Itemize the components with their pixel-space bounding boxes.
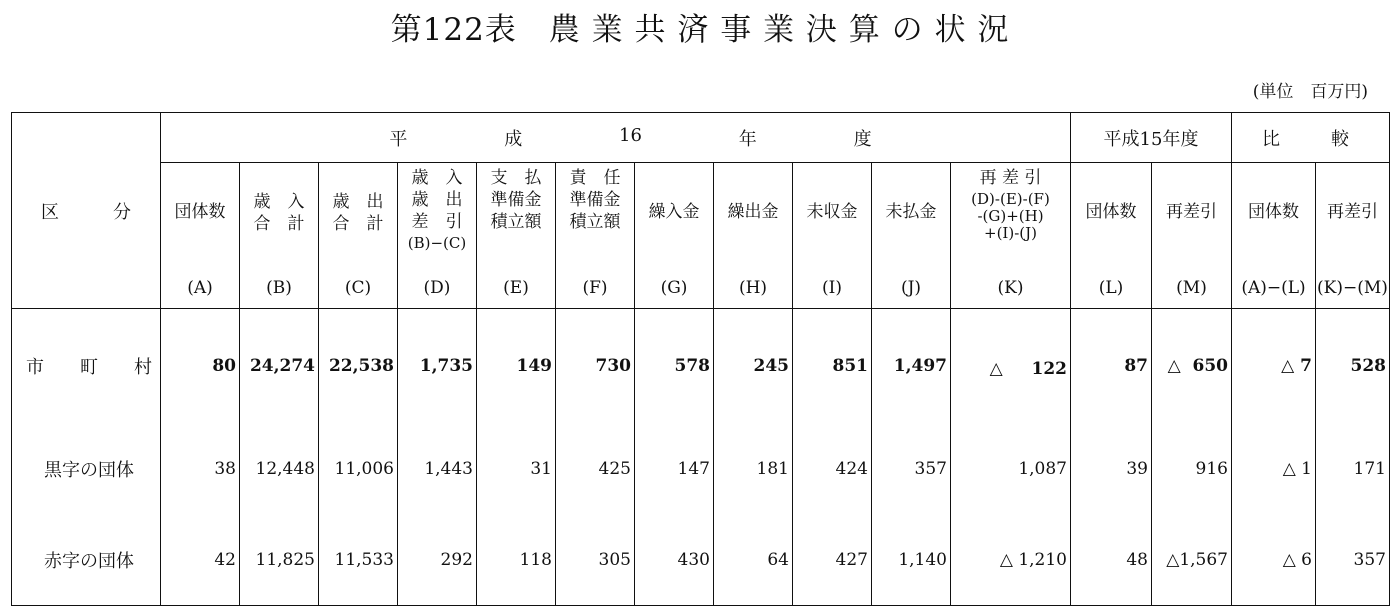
- table-cell: 1,087: [951, 423, 1071, 514]
- table-row: [12, 423, 1390, 514]
- table-cell: 292: [398, 514, 477, 606]
- table-cell: 149: [477, 309, 556, 424]
- table-cell: 1,140: [872, 514, 951, 606]
- table-cell: 730: [556, 309, 635, 424]
- table-cell: 147: [635, 423, 714, 514]
- table-cell: 24,274: [240, 309, 319, 424]
- table-cell: 245: [714, 309, 793, 424]
- row-label: 市 町 村: [12, 309, 161, 424]
- column-header: 団体数 (A): [161, 163, 240, 309]
- header-current-year-part: 16: [619, 124, 642, 146]
- table-cell: 118: [477, 514, 556, 606]
- table-cell: 39: [1071, 423, 1152, 514]
- header-compare: [1232, 113, 1390, 163]
- column-header: 責 任 準備金 積立額 (F): [556, 163, 635, 309]
- table-cell: 171: [1316, 423, 1390, 514]
- table-cell: 64: [714, 514, 793, 606]
- page-title: 第122表 農 業 共 済 事 業 決 算 の 状 況: [390, 12, 1010, 48]
- table-cell: 11,825: [240, 514, 319, 606]
- table-cell: 430: [635, 514, 714, 606]
- header-current-year: [161, 113, 1071, 163]
- table-cell: 12,448: [240, 423, 319, 514]
- table-cell: 80: [161, 309, 240, 424]
- table-cell: 87: [1071, 309, 1152, 424]
- header-kubun: 区 分: [12, 113, 161, 309]
- table-cell: 11,533: [319, 514, 398, 606]
- table-cell: 31: [477, 423, 556, 514]
- table-cell: 22,538: [319, 309, 398, 424]
- table-cell: 305: [556, 514, 635, 606]
- column-header: 未収金 (I): [793, 163, 872, 309]
- header-current-year-part: 年: [738, 128, 757, 150]
- column-header: 未払金 (J): [872, 163, 951, 309]
- column-header: 歳 入 歳 出 差 引 (B)−(C) (D): [398, 163, 477, 309]
- table-cell: 357: [1316, 514, 1390, 606]
- table-cell: △1,567: [1152, 514, 1232, 606]
- header-current-year-part: 成: [504, 128, 523, 150]
- table-cell: 528: [1316, 309, 1390, 424]
- table-cell: 578: [635, 309, 714, 424]
- column-header: 団体数 (A)−(L): [1232, 163, 1316, 309]
- column-header: 団体数 (L): [1071, 163, 1152, 309]
- table-cell: 42: [161, 514, 240, 606]
- table-cell: 1,735: [398, 309, 477, 424]
- table-cell: △ 1,210: [951, 514, 1071, 606]
- table-cell: △ 1: [1232, 423, 1316, 514]
- column-header: 再差引 (K)−(M): [1316, 163, 1390, 309]
- table-cell: 1,497: [872, 309, 951, 424]
- table-cell: 1,443: [398, 423, 477, 514]
- table-cell: 357: [872, 423, 951, 514]
- header-current-year-part: 度: [853, 128, 872, 150]
- column-header: 支 払 準備金 積立額 (E): [477, 163, 556, 309]
- table-cell: △ 122: [951, 309, 1071, 424]
- table-cell: 425: [556, 423, 635, 514]
- table-cell: △ 7: [1232, 309, 1316, 424]
- column-header: 歳 入 合 計 (B): [240, 163, 319, 309]
- column-header: 繰入金 (G): [635, 163, 714, 309]
- column-header: 歳 出 合 計 (C): [319, 163, 398, 309]
- table-cell: 851: [793, 309, 872, 424]
- table-row: [12, 514, 1390, 606]
- table-cell: 916: [1152, 423, 1232, 514]
- table-row: [12, 309, 1390, 424]
- unit-label: (単位 百万円): [1252, 82, 1368, 102]
- header-prev-year: 平成15年度: [1071, 113, 1232, 163]
- table-cell: 48: [1071, 514, 1152, 606]
- table-cell: 424: [793, 423, 872, 514]
- table-cell: 181: [714, 423, 793, 514]
- column-header: 再 差 引 (D)-(E)-(F) -(G)+(H) +(I)-(J) (K): [951, 163, 1071, 309]
- row-label: 赤字の団体: [12, 514, 161, 606]
- header-current-year-part: 平: [389, 128, 408, 150]
- settlement-table: [11, 112, 1390, 606]
- table-cell: 427: [793, 514, 872, 606]
- column-header: 繰出金 (H): [714, 163, 793, 309]
- table-cell: △ 6: [1232, 514, 1316, 606]
- column-header: 再差引 (M): [1152, 163, 1232, 309]
- row-label: 黒字の団体: [12, 423, 161, 514]
- table-cell: △ 650: [1152, 309, 1232, 424]
- header-compare-part: 較: [1331, 128, 1349, 150]
- table-cell: 38: [161, 423, 240, 514]
- header-compare-part: 比: [1262, 128, 1280, 150]
- header-row-group: [12, 113, 1390, 163]
- header-row-columns: [12, 163, 1390, 309]
- table-cell: 11,006: [319, 423, 398, 514]
